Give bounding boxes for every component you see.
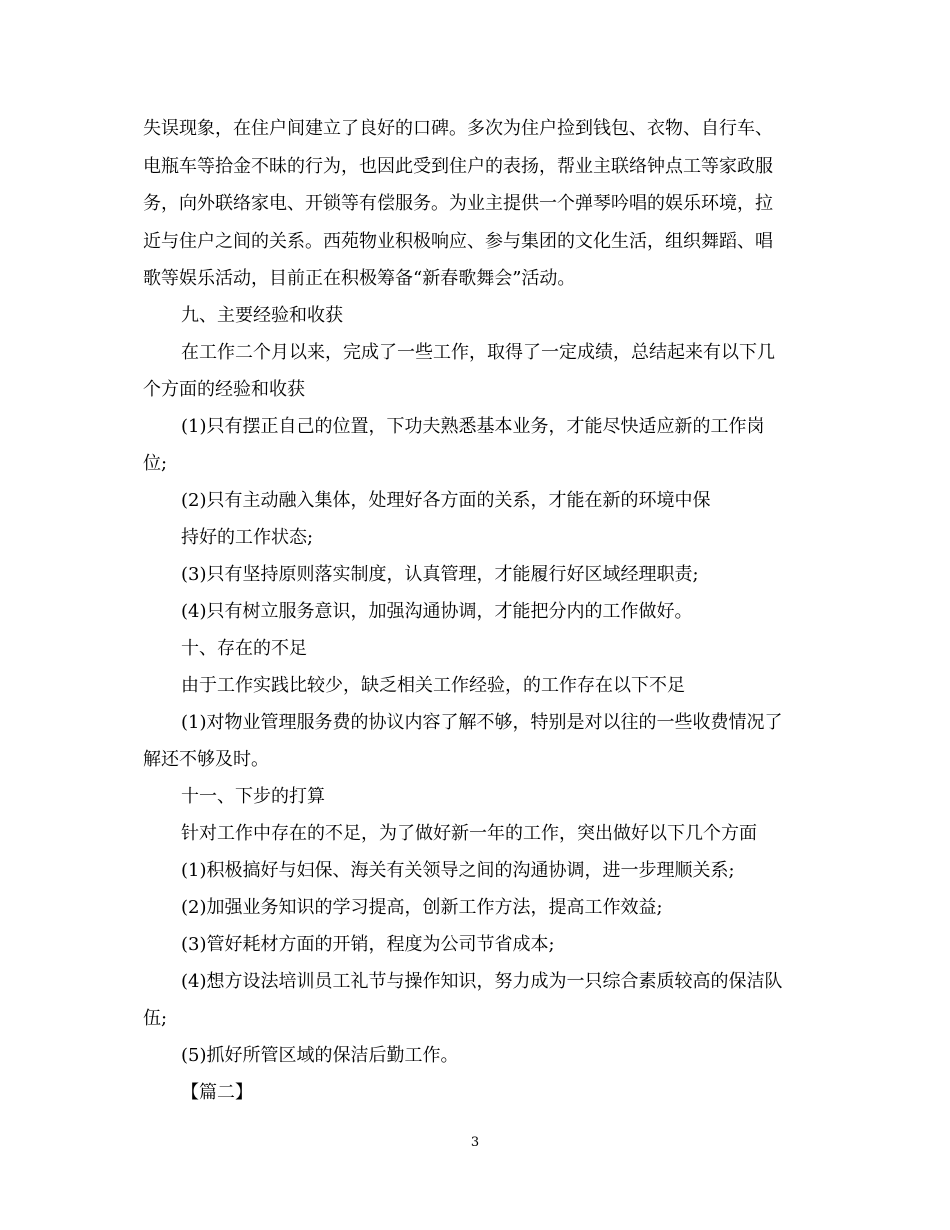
list-item: (2)只有主动融入集体，处理好各方面的关系，才能在新的环境中保 [181, 490, 711, 511]
list-item: (5)抓好所管区域的保洁后勤工作。 [181, 1045, 459, 1066]
text-line: 歌等娱乐活动，目前正在积极筹备“新春歌舞会”活动。 [143, 268, 576, 289]
text-line: 解还不够及时。 [143, 749, 269, 770]
text-line: 针对工作中存在的不足，为了做好新一年的工作，突出做好以下几个方面 [181, 823, 757, 844]
text-line: 伍; [143, 1008, 168, 1029]
text-line: 位; [143, 453, 168, 474]
list-item: (4)想方设法培训员工礼节与操作知识，努力成为一只综合素质较高的保洁队 [181, 971, 783, 992]
text-line: 由于工作实践比较少，缺乏相关工作经验，的工作存在以下不足 [181, 675, 685, 696]
text-line: 电瓶车等拾金不昧的行为，也因此受到住户的表扬，帮业主联络钟点工等家政服 [143, 156, 773, 177]
section-heading: 十一、下步的打算 [181, 786, 325, 807]
text-line: 持好的工作状态; [181, 527, 314, 548]
text-line: 在工作二个月以来，完成了一些工作，取得了一定成绩，总结起来有以下几 [181, 342, 775, 363]
list-item: (3)只有坚持原则落实制度，认真管理，才能履行好区域经理职责; [181, 564, 699, 585]
text-line: 失误现象，在住户间建立了良好的口碑。多次为住户捡到钱包、衣物、自行车、 [143, 118, 773, 139]
section-heading: 九、主要经验和收获 [181, 305, 343, 326]
list-item: (4)只有树立服务意识，加强沟通协调，才能把分内的工作做好。 [181, 601, 693, 622]
text-line: 个方面的经验和收获 [143, 379, 305, 400]
list-item: (3)管好耗材方面的开销，程度为公司节省成本; [181, 934, 555, 955]
list-item: (1)对物业管理服务费的协议内容了解不够，特别是对以往的一些收费情况了 [181, 712, 783, 733]
text-line: 务，向外联络家电、开锁等有偿服务。为业主提供一个弹琴吟唱的娱乐环境，拉 [143, 193, 773, 214]
list-item: (1)只有摆正自己的位置，下功夫熟悉基本业务，才能尽快适应新的工作岗 [181, 416, 765, 437]
list-item: (1)积极搞好与妇保、海关有关领导之间的沟通协调，进一步理顺关系; [181, 860, 735, 881]
section-marker: 【篇二】 [181, 1082, 253, 1103]
text-line: 近与住户之间的关系。西苑物业积极响应、参与集团的文化生活，组织舞蹈、唱 [143, 231, 773, 252]
section-heading: 十、存在的不足 [181, 638, 307, 659]
list-item: (2)加强业务知识的学习提高，创新工作方法，提高工作效益; [181, 897, 663, 918]
page-number: 3 [470, 1135, 480, 1150]
